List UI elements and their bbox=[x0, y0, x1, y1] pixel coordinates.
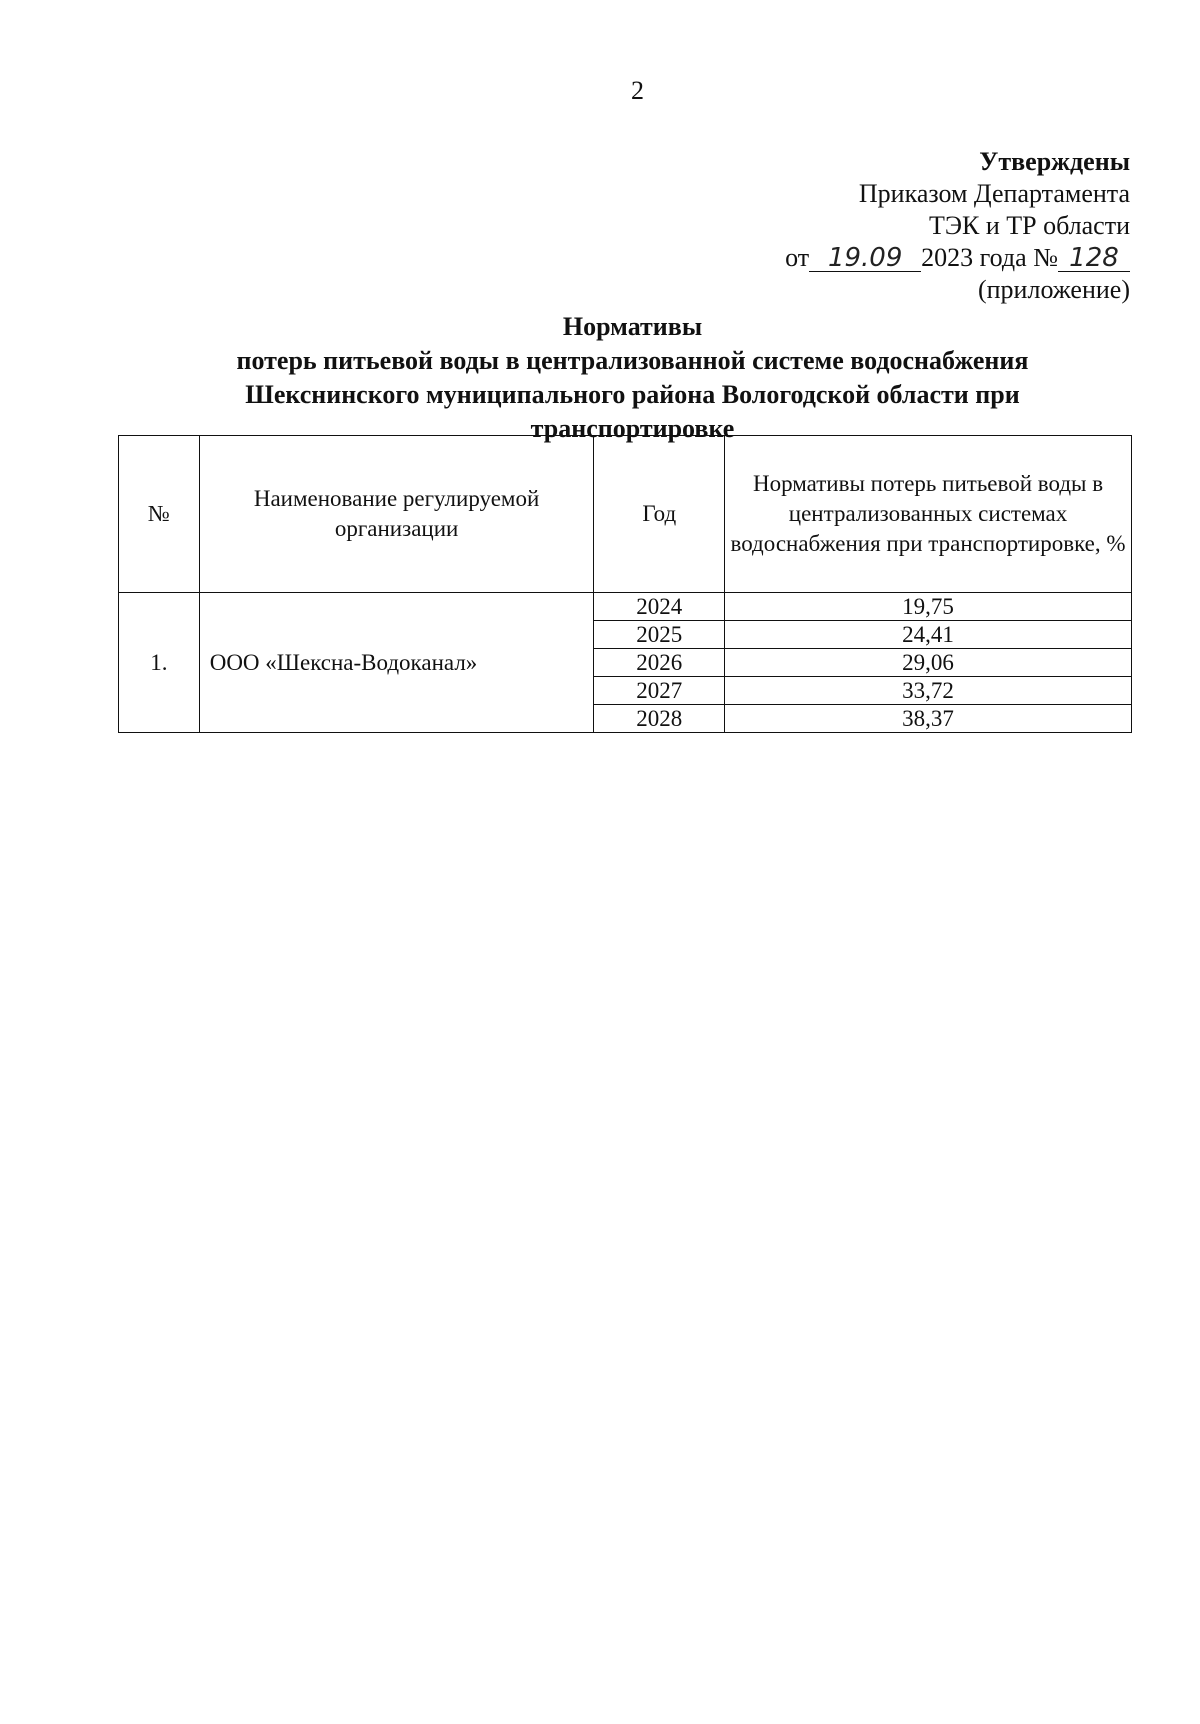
year-cell: 2024 bbox=[594, 593, 725, 621]
table-row bbox=[119, 593, 1132, 621]
organization-name: ООО «Шексна-Водоканал» bbox=[199, 593, 594, 733]
table-header-row bbox=[119, 436, 1132, 593]
page-number: 2 bbox=[631, 76, 644, 105]
norm-value-cell: 19,75 bbox=[725, 593, 1132, 621]
date-suffix: 2023 года № bbox=[921, 243, 1058, 272]
title-line-2: потерь питьевой воды в централизованной системе водоснабжения bbox=[236, 346, 1029, 375]
header-number: № bbox=[119, 436, 200, 593]
year-cell: 2027 bbox=[594, 677, 725, 705]
row-number: 1. bbox=[119, 593, 200, 733]
norm-value-cell: 29,06 bbox=[725, 649, 1132, 677]
norms-table bbox=[118, 435, 1132, 733]
header-norm-value: Нормативы потерь питьевой воды в централизованных системах водоснабжения при транспортировке, % bbox=[725, 436, 1132, 593]
approval-date-line bbox=[785, 242, 1130, 274]
title-line-4: транспортировке bbox=[530, 414, 735, 443]
handwritten-order-number: 128 bbox=[1058, 245, 1130, 272]
title-line-3: Шекснинского муниципального района Вологодской области при bbox=[245, 380, 1020, 409]
year-cell: 2028 bbox=[594, 705, 725, 733]
date-prefix: от bbox=[785, 243, 810, 272]
approval-order-line: Приказом Департамента bbox=[858, 179, 1130, 208]
document-title bbox=[150, 310, 1115, 446]
year-cell: 2025 bbox=[594, 621, 725, 649]
appendix-note: (приложение) bbox=[977, 275, 1130, 304]
approval-heading: Утверждены bbox=[979, 147, 1130, 176]
header-year: Год bbox=[594, 436, 725, 593]
norm-value-cell: 24,41 bbox=[725, 621, 1132, 649]
year-cell: 2026 bbox=[594, 649, 725, 677]
norm-value-cell: 38,37 bbox=[725, 705, 1132, 733]
norm-value-cell: 33,72 bbox=[725, 677, 1132, 705]
header-organization: Наименование регулируемой организации bbox=[199, 436, 594, 593]
approval-department-line: ТЭК и ТР области bbox=[928, 211, 1130, 240]
title-line-1: Нормативы bbox=[562, 312, 703, 341]
approval-block bbox=[785, 146, 1130, 306]
handwritten-date: 19.09 bbox=[809, 245, 921, 272]
